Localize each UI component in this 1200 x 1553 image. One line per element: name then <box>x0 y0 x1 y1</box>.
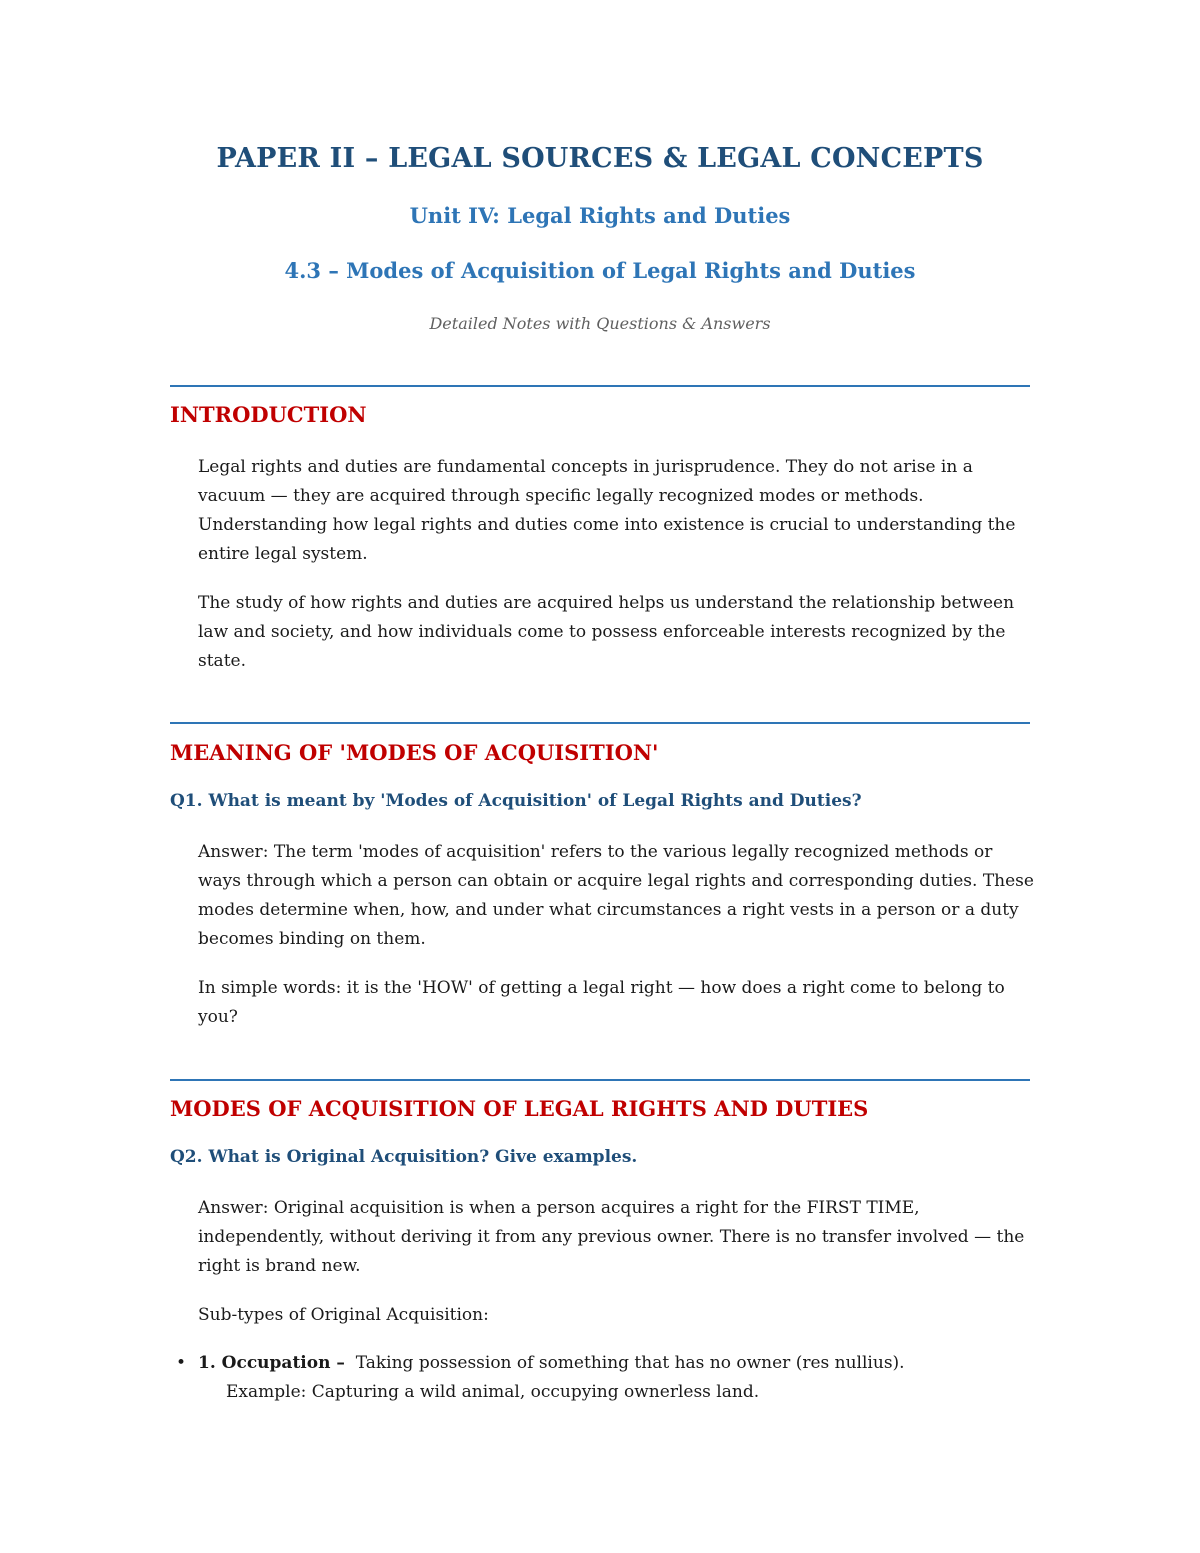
section-divider <box>170 385 1030 387</box>
list-item-example: Example: Capturing a wild animal, occupying ownerless land. <box>226 1382 760 1402</box>
answer-q1-paragraph: Answer: The term 'modes of acquisition' refers to the various legally recognized methods or ways through which a person can obtain or acquire legal rights and corresponding duties. These modes determine when, how, and under what circumstances a right vests in a person or a duty becomes binding on them. <box>198 842 1034 949</box>
introduction-paragraph-2: The study of how rights and duties are acquired helps us understand the relationship between law and society, and how individuals come to possess enforceable interests recognized by the state. <box>198 593 1015 671</box>
section-heading: 4.3 – Modes of Acquisition of Legal Rights and Duties <box>284 258 916 283</box>
section-divider <box>170 1079 1030 1081</box>
question-q2: Q2. What is Original Acquisition? Give examples. <box>170 1147 638 1167</box>
list-item-term: 1. Occupation – <box>198 1353 345 1373</box>
list-item-content <box>198 1349 1028 1407</box>
modes-heading: MODES OF ACQUISITION OF LEGAL RIGHTS AND DUTIES <box>170 1096 869 1121</box>
unit-heading: Unit IV: Legal Rights and Duties <box>409 203 791 228</box>
question-q1: Q1. What is meant by 'Modes of Acquisition' of Legal Rights and Duties? <box>170 791 862 811</box>
introduction-paragraph-1: Legal rights and duties are fundamental concepts in jurisprudence. They do not arise in a vacuum — they are acquired through specific legally recognized modes or methods. Understanding how legal rights and duties come into existence is crucial to understanding the entire legal system. <box>198 457 1016 564</box>
document-tagline: Detailed Notes with Questions & Answers <box>429 314 771 333</box>
subtypes-label: Sub-types of Original Acquisition: <box>198 1305 489 1325</box>
list-item-text: Taking possession of something that has no owner (res nullius). <box>355 1353 905 1373</box>
document-title: PAPER II – LEGAL SOURCES & LEGAL CONCEPTS <box>216 143 984 174</box>
answer-q1-simple: In simple words: it is the 'HOW' of getting a legal right — how does a right come to belong to you? <box>198 978 1005 1027</box>
meaning-heading: MEANING OF 'MODES OF ACQUISITION' <box>170 740 659 765</box>
answer-q2-paragraph: Answer: Original acquisition is when a person acquires a right for the FIRST TIME, independently, without deriving it from any previous owner. There is no transfer involved — the right is brand new. <box>198 1198 1025 1276</box>
introduction-heading: INTRODUCTION <box>170 402 367 427</box>
section-divider <box>170 722 1030 724</box>
bullet-icon: • <box>176 1353 187 1373</box>
